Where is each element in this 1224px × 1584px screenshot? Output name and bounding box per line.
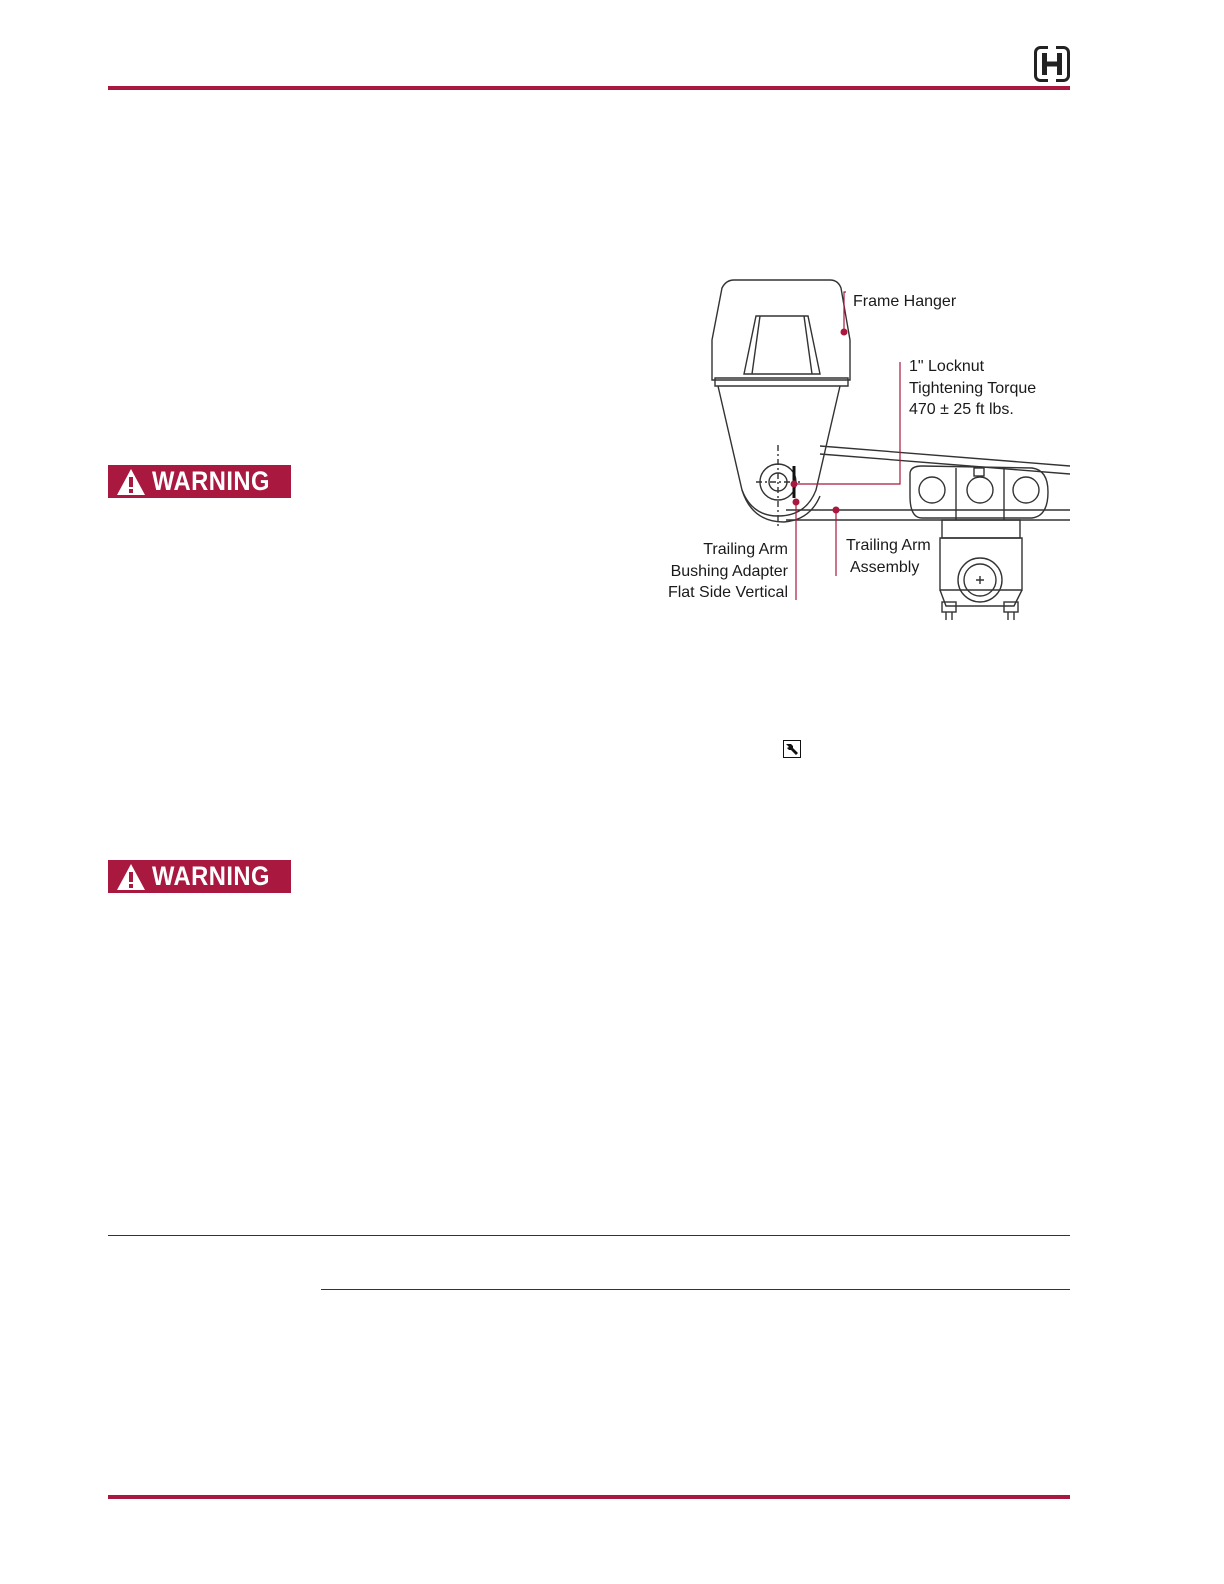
section-divider: [108, 1235, 1070, 1236]
header-rule: [108, 86, 1070, 90]
hendrickson-h-logo-icon: [1034, 46, 1070, 82]
trailing-arm-figure: [660, 270, 1070, 630]
callout-bushing-arm: Trailing Arm: [703, 541, 788, 558]
warning-triangle-icon: [116, 468, 146, 496]
section-divider: [321, 1289, 1070, 1290]
footer-rule: [108, 1495, 1070, 1499]
warning-text: WARNING: [152, 466, 270, 496]
warning-label: [108, 465, 291, 498]
callout-frame-hanger: Frame Hanger: [853, 293, 957, 310]
warning-text: WARNING: [152, 861, 270, 891]
callout-trailing-arm: Trailing Arm: [846, 537, 931, 554]
wrench-tool-icon: [783, 740, 801, 758]
callout-locknut-torque-value: 470 ± 25 ft lbs.: [909, 401, 1014, 418]
callout-trailing-arm-assembly: Assembly: [850, 558, 920, 576]
callout-bushing-adapter: Bushing Adapter: [670, 562, 788, 580]
callout-locknut-size: 1" Locknut: [909, 358, 985, 375]
warning-label: [108, 860, 291, 893]
callout-bushing-flat-side: Flat Side Vertical: [667, 584, 788, 601]
warning-triangle-icon: [116, 863, 146, 891]
callout-locknut-torque-label: Tightening Torque: [909, 379, 1037, 397]
